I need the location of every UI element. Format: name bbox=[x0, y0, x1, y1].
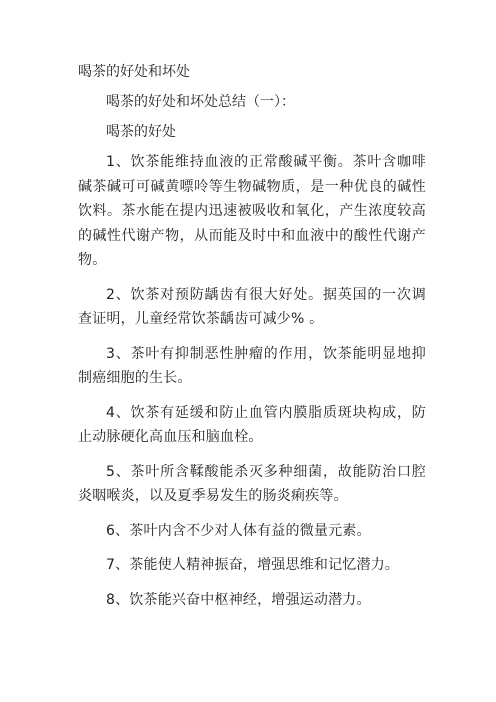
paragraph-4: 4、饮茶有延缓和防止血管内膜脂质斑块构成，防止动脉硬化高血压和脑血栓。 bbox=[78, 404, 426, 445]
paragraph-5: 5、茶叶所含鞣酸能杀灭多种细菌，故能防治口腔炎咽喉炎，以及夏季易发生的肠炎痢疾等。 bbox=[78, 463, 426, 504]
paragraph-1: 1、饮茶能维持血液的正常酸碱平衡。茶叶含咖啡碱茶碱可可碱黄嘌呤等生物碱物质，是一种优良的碱性饮料。茶水能在提内迅速被吸收和氧化，产生浓度较高的碱性代谢产物，从而能及时中和血液中的酸性代谢产物。 bbox=[78, 154, 426, 268]
document-title: 喝茶的好处和坏处 bbox=[78, 64, 190, 80]
document-body bbox=[78, 150, 426, 622]
paragraph-6: 6、茶叶内含不少对人体有益的微量元素。 bbox=[106, 522, 371, 539]
section-heading: 喝茶的好处 bbox=[106, 124, 176, 140]
paragraph-2: 2、饮茶对预防龋齿有很大好处。据英国的一次调查证明，儿童经常饮茶龋齿可减少% 。 bbox=[78, 286, 426, 327]
document-subtitle: 喝茶的好处和坏处总结（一）： bbox=[106, 94, 295, 110]
paragraph-7: 7、茶能使人精神振奋，增强思维和记忆潜力。 bbox=[106, 557, 400, 573]
paragraph-8: 8、饮茶能兴奋中枢神经，增强运动潜力。 bbox=[106, 591, 371, 608]
paragraph-3: 3、茶叶有抑制恶性肿瘤的作用，饮茶能明显地抑制癌细胞的生长。 bbox=[78, 345, 426, 386]
